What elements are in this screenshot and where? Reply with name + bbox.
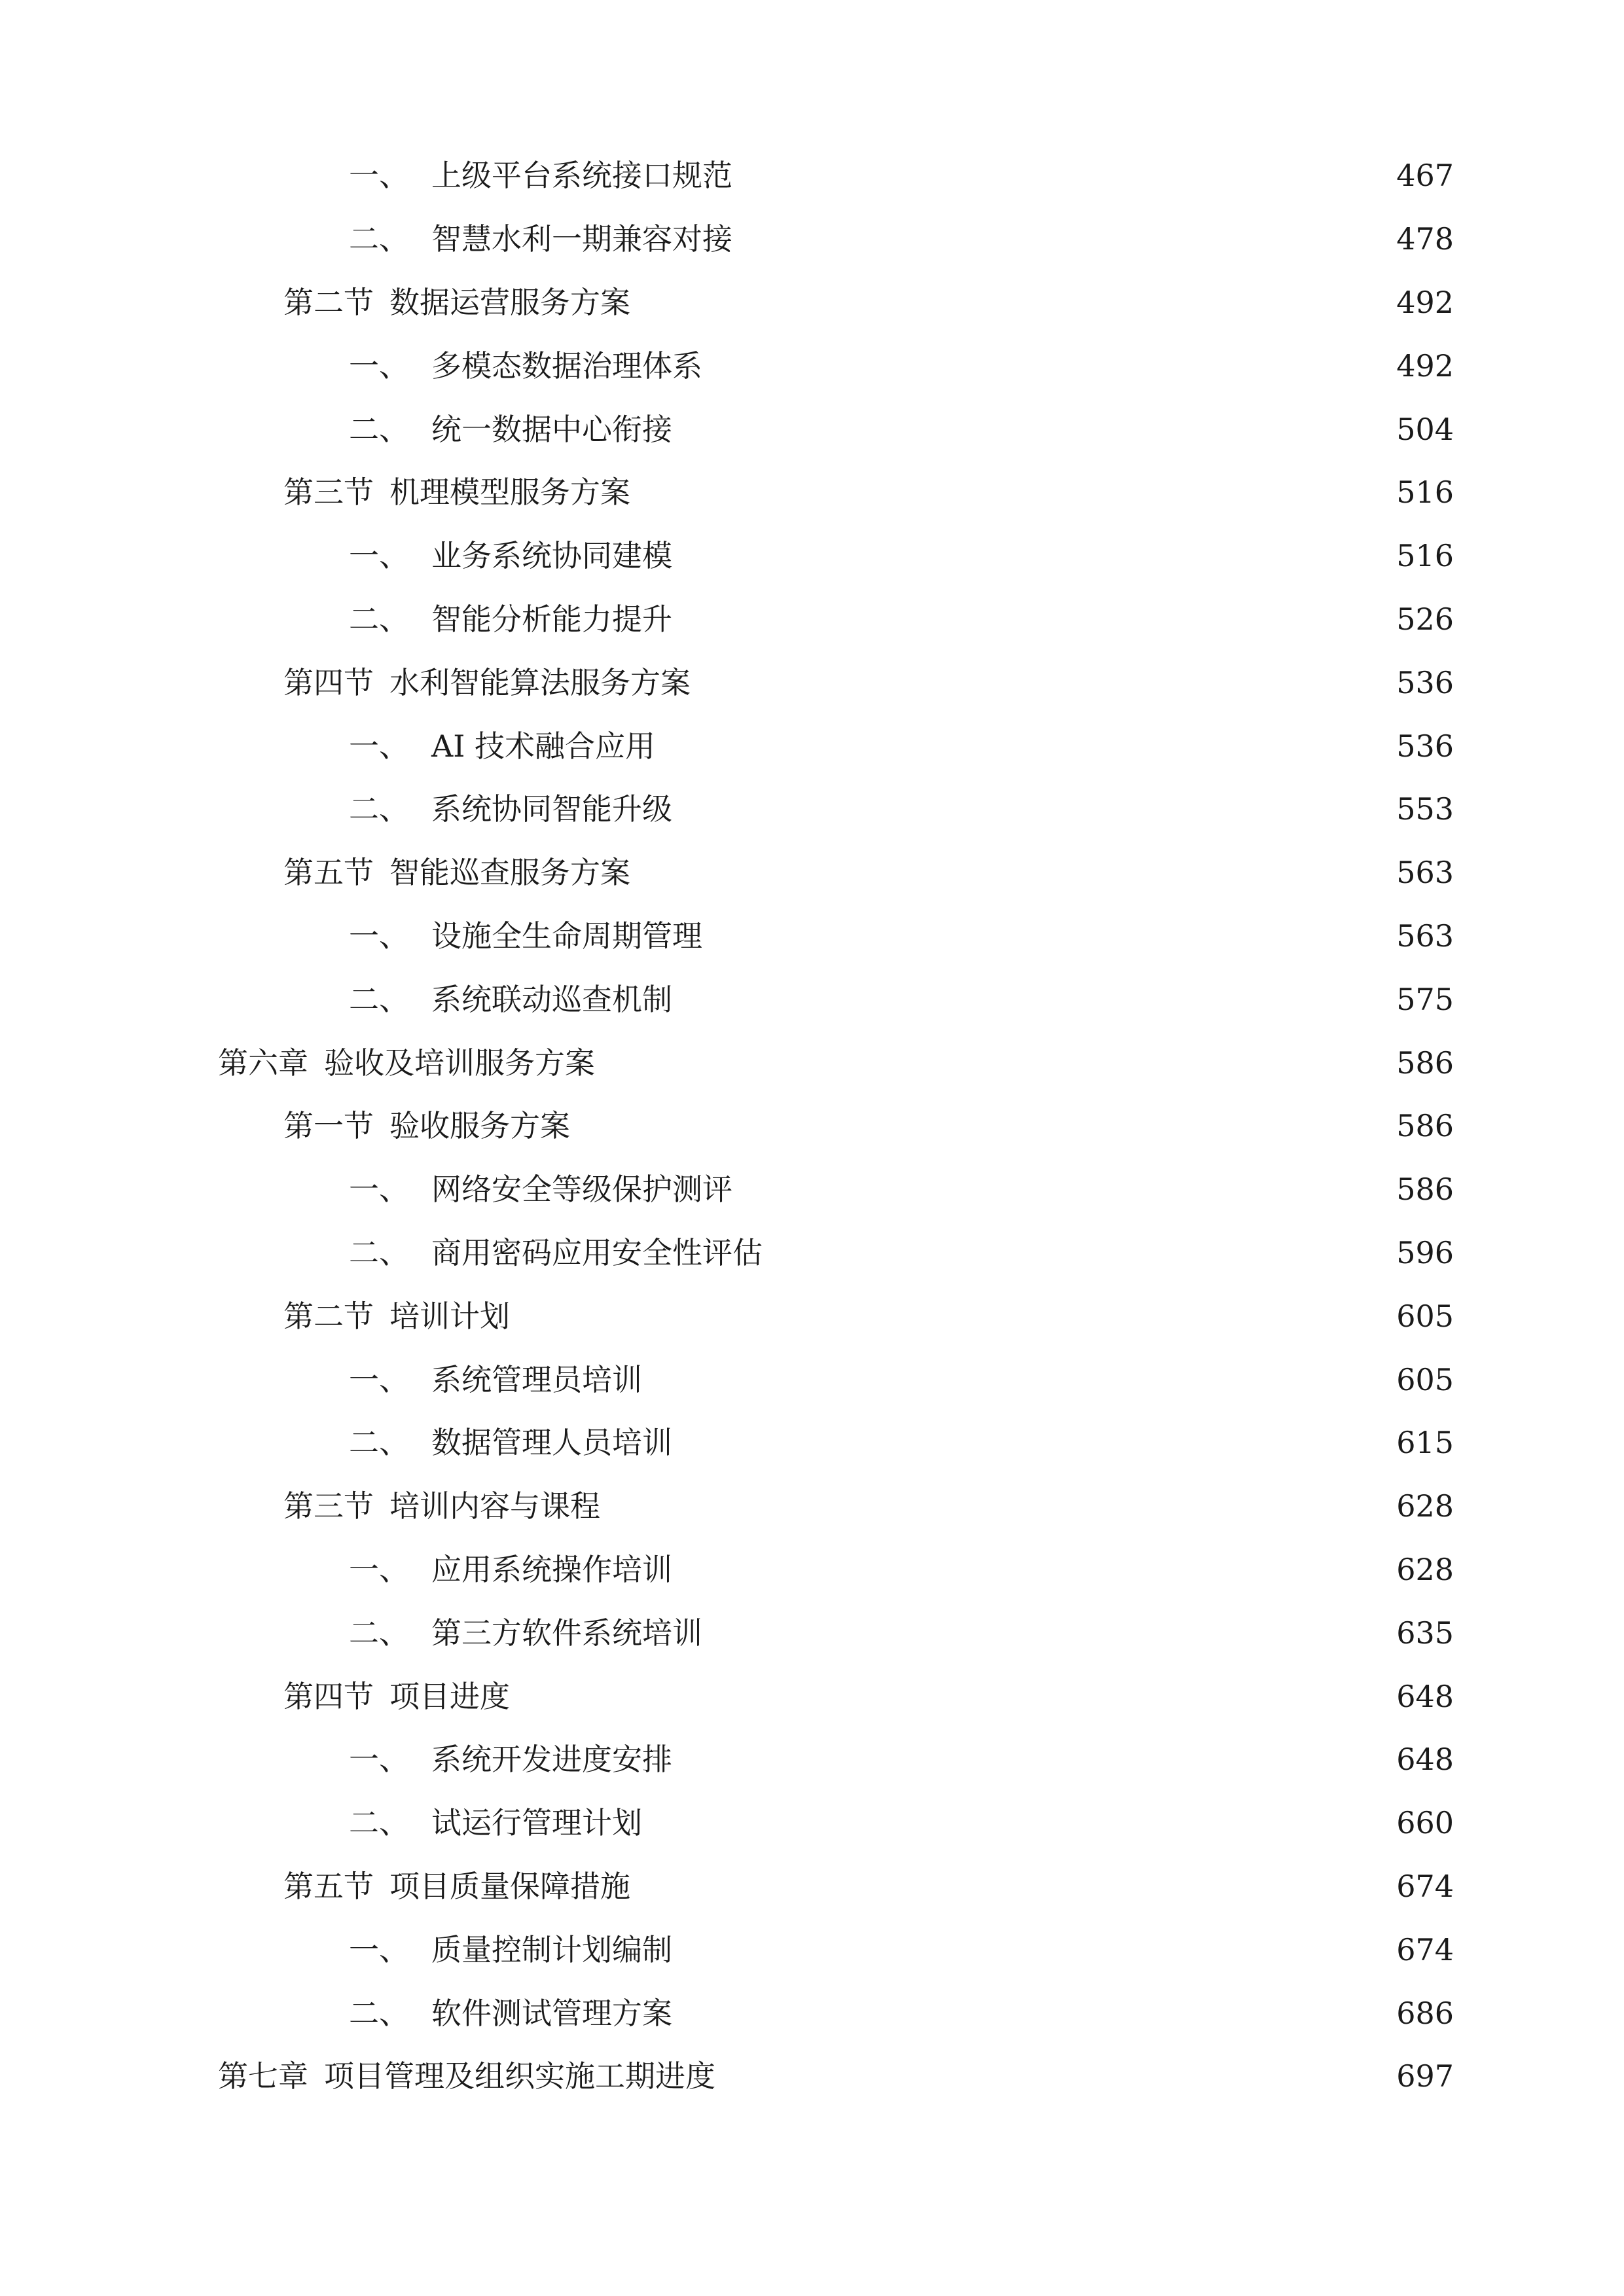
toc-entry-number: 第四节 — [283, 1678, 374, 1714]
toc-entry-page-number: 660 — [1396, 1805, 1454, 1841]
toc-entry-number: 二、 — [349, 1425, 409, 1461]
toc-entry-number: 一、 — [349, 538, 409, 574]
toc-entry-page-number: 586 — [1396, 1172, 1454, 1208]
toc-entry-page-number: 563 — [1396, 855, 1454, 891]
dot-leader — [647, 1365, 1387, 1395]
toc-entry-page-number: 596 — [1396, 1234, 1454, 1270]
dot-leader — [636, 287, 1387, 317]
toc-entry-item[interactable] — [0, 1158, 1624, 1221]
toc-entry-section[interactable] — [0, 841, 1624, 905]
toc-entry-title: 数据管理人员培训 — [431, 1425, 672, 1461]
dot-leader — [677, 1427, 1387, 1458]
toc-entry-page-number: 628 — [1396, 1488, 1454, 1524]
toc-entry-page-number: 605 — [1396, 1361, 1454, 1397]
toc-entry-title: 验收及培训服务方案 — [324, 1045, 595, 1081]
toc-entry-page-number: 563 — [1396, 918, 1454, 954]
toc-entry-section[interactable] — [0, 1284, 1624, 1348]
toc-entry-title: AI 技术融合应用 — [431, 728, 656, 764]
toc-entry-number: 一、 — [349, 1551, 409, 1587]
dot-leader — [677, 1554, 1387, 1585]
toc-entry-page-number: 697 — [1396, 2058, 1454, 2094]
toc-entry-title: 水利智能算法服务方案 — [389, 664, 691, 700]
toc-entry-number: 二、 — [349, 601, 409, 637]
toc-entry-page-number: 492 — [1396, 348, 1454, 384]
toc-entry-item[interactable] — [0, 588, 1624, 651]
toc-entry-number: 二、 — [349, 791, 409, 827]
dot-leader — [515, 1301, 1387, 1331]
toc-entry-section[interactable] — [0, 1664, 1624, 1728]
dot-leader — [721, 2061, 1387, 2091]
toc-entry-number: 二、 — [349, 1234, 409, 1270]
toc-entry-title: 系统联动巡查机制 — [431, 981, 672, 1017]
dot-leader — [600, 1048, 1387, 1078]
toc-entry-page-number: 605 — [1396, 1298, 1454, 1334]
toc-entry-page-number: 478 — [1396, 221, 1454, 257]
toc-entry-item[interactable] — [0, 1918, 1624, 1981]
toc-entry-page-number: 575 — [1396, 981, 1454, 1017]
dot-leader — [677, 541, 1387, 571]
toc-entry-section[interactable] — [0, 1094, 1624, 1158]
dot-leader — [738, 160, 1387, 190]
toc-entry-title: 多模态数据治理体系 — [431, 348, 702, 384]
dot-leader — [708, 351, 1387, 381]
toc-entry-page-number: 586 — [1396, 1045, 1454, 1081]
toc-entry-page-number: 586 — [1396, 1108, 1454, 1144]
toc-entry-page-number: 553 — [1396, 791, 1454, 827]
dot-leader — [677, 1935, 1387, 1965]
toc-entry-item[interactable] — [0, 1728, 1624, 1791]
toc-entry-page-number: 674 — [1396, 1868, 1454, 1904]
toc-entry-title: 系统开发进度安排 — [431, 1742, 672, 1778]
dot-leader — [677, 984, 1387, 1014]
toc-entry-title: 网络安全等级保护测评 — [431, 1172, 732, 1208]
toc-entry-page-number: 628 — [1396, 1551, 1454, 1587]
toc-entry-title: 系统协同智能升级 — [431, 791, 672, 827]
toc-entry-section[interactable] — [0, 651, 1624, 714]
toc-entry-title: 商用密码应用安全性评估 — [431, 1234, 763, 1270]
toc-entry-number: 第二节 — [283, 284, 374, 320]
dot-leader — [636, 857, 1387, 888]
dot-leader — [708, 921, 1387, 951]
toc-entry-chapter[interactable] — [0, 2045, 1624, 2108]
dot-leader — [768, 1238, 1387, 1268]
toc-entry-page-number: 504 — [1396, 411, 1454, 447]
toc-entry-number: 一、 — [349, 1742, 409, 1778]
toc-entry-number: 第三节 — [283, 475, 374, 511]
toc-entry-title: 培训内容与课程 — [389, 1488, 600, 1524]
toc-entry-page-number: 648 — [1396, 1742, 1454, 1778]
dot-leader — [575, 1111, 1387, 1141]
toc-entry-number: 第五节 — [283, 1868, 374, 1904]
toc-entry-section[interactable] — [0, 461, 1624, 524]
toc-entry-item[interactable] — [0, 1981, 1624, 2045]
toc-entry-number: 一、 — [349, 728, 409, 764]
dot-leader — [677, 794, 1387, 824]
toc-entry-number: 第二节 — [283, 1298, 374, 1334]
toc-entry-item[interactable] — [0, 905, 1624, 968]
toc-entry-number: 二、 — [349, 1615, 409, 1651]
toc-entry-title: 智能巡查服务方案 — [389, 855, 630, 891]
toc-entry-item[interactable] — [0, 1538, 1624, 1602]
toc-entry-section[interactable] — [0, 271, 1624, 334]
dot-leader — [677, 1744, 1387, 1774]
toc-entry-number: 一、 — [349, 1361, 409, 1397]
toc-entry-item[interactable] — [0, 144, 1624, 207]
toc-entry-title: 验收服务方案 — [389, 1108, 570, 1144]
toc-entry-item[interactable] — [0, 1601, 1624, 1664]
dot-leader — [515, 1681, 1387, 1712]
toc-entry-page-number: 648 — [1396, 1678, 1454, 1714]
toc-entry-title: 项目质量保障措施 — [389, 1868, 630, 1904]
toc-entry-title: 智慧水利一期兼容对接 — [431, 221, 732, 257]
toc-entry-item[interactable] — [0, 967, 1624, 1031]
toc-entry-number: 第七章 — [218, 2058, 308, 2094]
toc-entry-item[interactable] — [0, 207, 1624, 271]
toc-entry-number: 一、 — [349, 918, 409, 954]
toc-entry-title: 培训计划 — [389, 1298, 510, 1334]
toc-entry-page-number: 526 — [1396, 601, 1454, 637]
toc-entry-item[interactable] — [0, 397, 1624, 461]
dot-leader — [708, 1618, 1387, 1648]
toc-entry-page-number: 516 — [1396, 475, 1454, 511]
dot-leader — [636, 1871, 1387, 1901]
toc-entry-section[interactable] — [0, 1855, 1624, 1918]
toc-entry-item[interactable] — [0, 778, 1624, 841]
toc-entry-number: 二、 — [349, 1805, 409, 1841]
toc-entry-number: 第五节 — [283, 855, 374, 891]
toc-entry-title: 智能分析能力提升 — [431, 601, 672, 637]
toc-entry-number: 一、 — [349, 1172, 409, 1208]
toc-entry-title: 第三方软件系统培训 — [431, 1615, 702, 1651]
toc-entry-title: 上级平台系统接口规范 — [431, 158, 732, 194]
dot-leader — [605, 1491, 1387, 1521]
toc-entry-item[interactable] — [0, 1348, 1624, 1411]
toc-entry-page-number: 674 — [1396, 1931, 1454, 1967]
dot-leader — [660, 731, 1387, 761]
toc-entry-item[interactable] — [0, 1791, 1624, 1855]
dot-leader — [738, 224, 1387, 254]
toc-entry-title: 应用系统操作培训 — [431, 1551, 672, 1587]
toc-entry-title: 业务系统协同建模 — [431, 538, 672, 574]
toc-entry-title: 试运行管理计划 — [431, 1805, 642, 1841]
toc-entry-title: 设施全生命周期管理 — [431, 918, 702, 954]
toc-entry-page-number: 467 — [1396, 158, 1454, 194]
toc-entry-title: 项目管理及组织实施工期进度 — [324, 2058, 715, 2094]
toc-entry-page-number: 615 — [1396, 1425, 1454, 1461]
toc-entry-page-number: 516 — [1396, 538, 1454, 574]
toc-entry-number: 第三节 — [283, 1488, 374, 1524]
toc-entry-number: 一、 — [349, 1931, 409, 1967]
toc-entry-title: 质量控制计划编制 — [431, 1931, 672, 1967]
toc-entry-number: 第四节 — [283, 664, 374, 700]
dot-leader — [636, 477, 1387, 507]
toc-entry-page-number: 536 — [1396, 728, 1454, 764]
dot-leader — [696, 668, 1387, 698]
toc-entry-item[interactable] — [0, 1221, 1624, 1285]
dot-leader — [677, 414, 1387, 444]
toc-entry-title: 项目进度 — [389, 1678, 510, 1714]
toc-entry-number: 二、 — [349, 221, 409, 257]
toc-entry-title: 系统管理员培训 — [431, 1361, 642, 1397]
toc-entry-number: 一、 — [349, 348, 409, 384]
toc-entry-title: 机理模型服务方案 — [389, 475, 630, 511]
dot-leader — [677, 604, 1387, 634]
toc-entry-number: 第一节 — [283, 1108, 374, 1144]
toc-entry-page-number: 492 — [1396, 284, 1454, 320]
toc-entry-title: 数据运营服务方案 — [389, 284, 630, 320]
dot-leader — [738, 1174, 1387, 1204]
toc-entry-number: 二、 — [349, 981, 409, 1017]
toc-entry-item[interactable] — [0, 524, 1624, 588]
toc-entry-item[interactable] — [0, 714, 1624, 778]
toc-entry-page-number: 635 — [1396, 1615, 1454, 1651]
table-of-contents — [0, 144, 1624, 2108]
dot-leader — [647, 1808, 1387, 1838]
toc-entry-number: 第六章 — [218, 1045, 308, 1081]
toc-entry-title: 软件测试管理方案 — [431, 1995, 672, 2031]
toc-entry-number: 二、 — [349, 1995, 409, 2031]
toc-entry-section[interactable] — [0, 1475, 1624, 1538]
toc-entry-number: 一、 — [349, 158, 409, 194]
dot-leader — [677, 1998, 1387, 2028]
toc-entry-chapter[interactable] — [0, 1031, 1624, 1094]
toc-entry-page-number: 686 — [1396, 1995, 1454, 2031]
toc-entry-title: 统一数据中心衔接 — [431, 411, 672, 447]
toc-entry-number: 二、 — [349, 411, 409, 447]
toc-entry-page-number: 536 — [1396, 664, 1454, 700]
toc-entry-item[interactable] — [0, 334, 1624, 397]
toc-entry-item[interactable] — [0, 1411, 1624, 1475]
